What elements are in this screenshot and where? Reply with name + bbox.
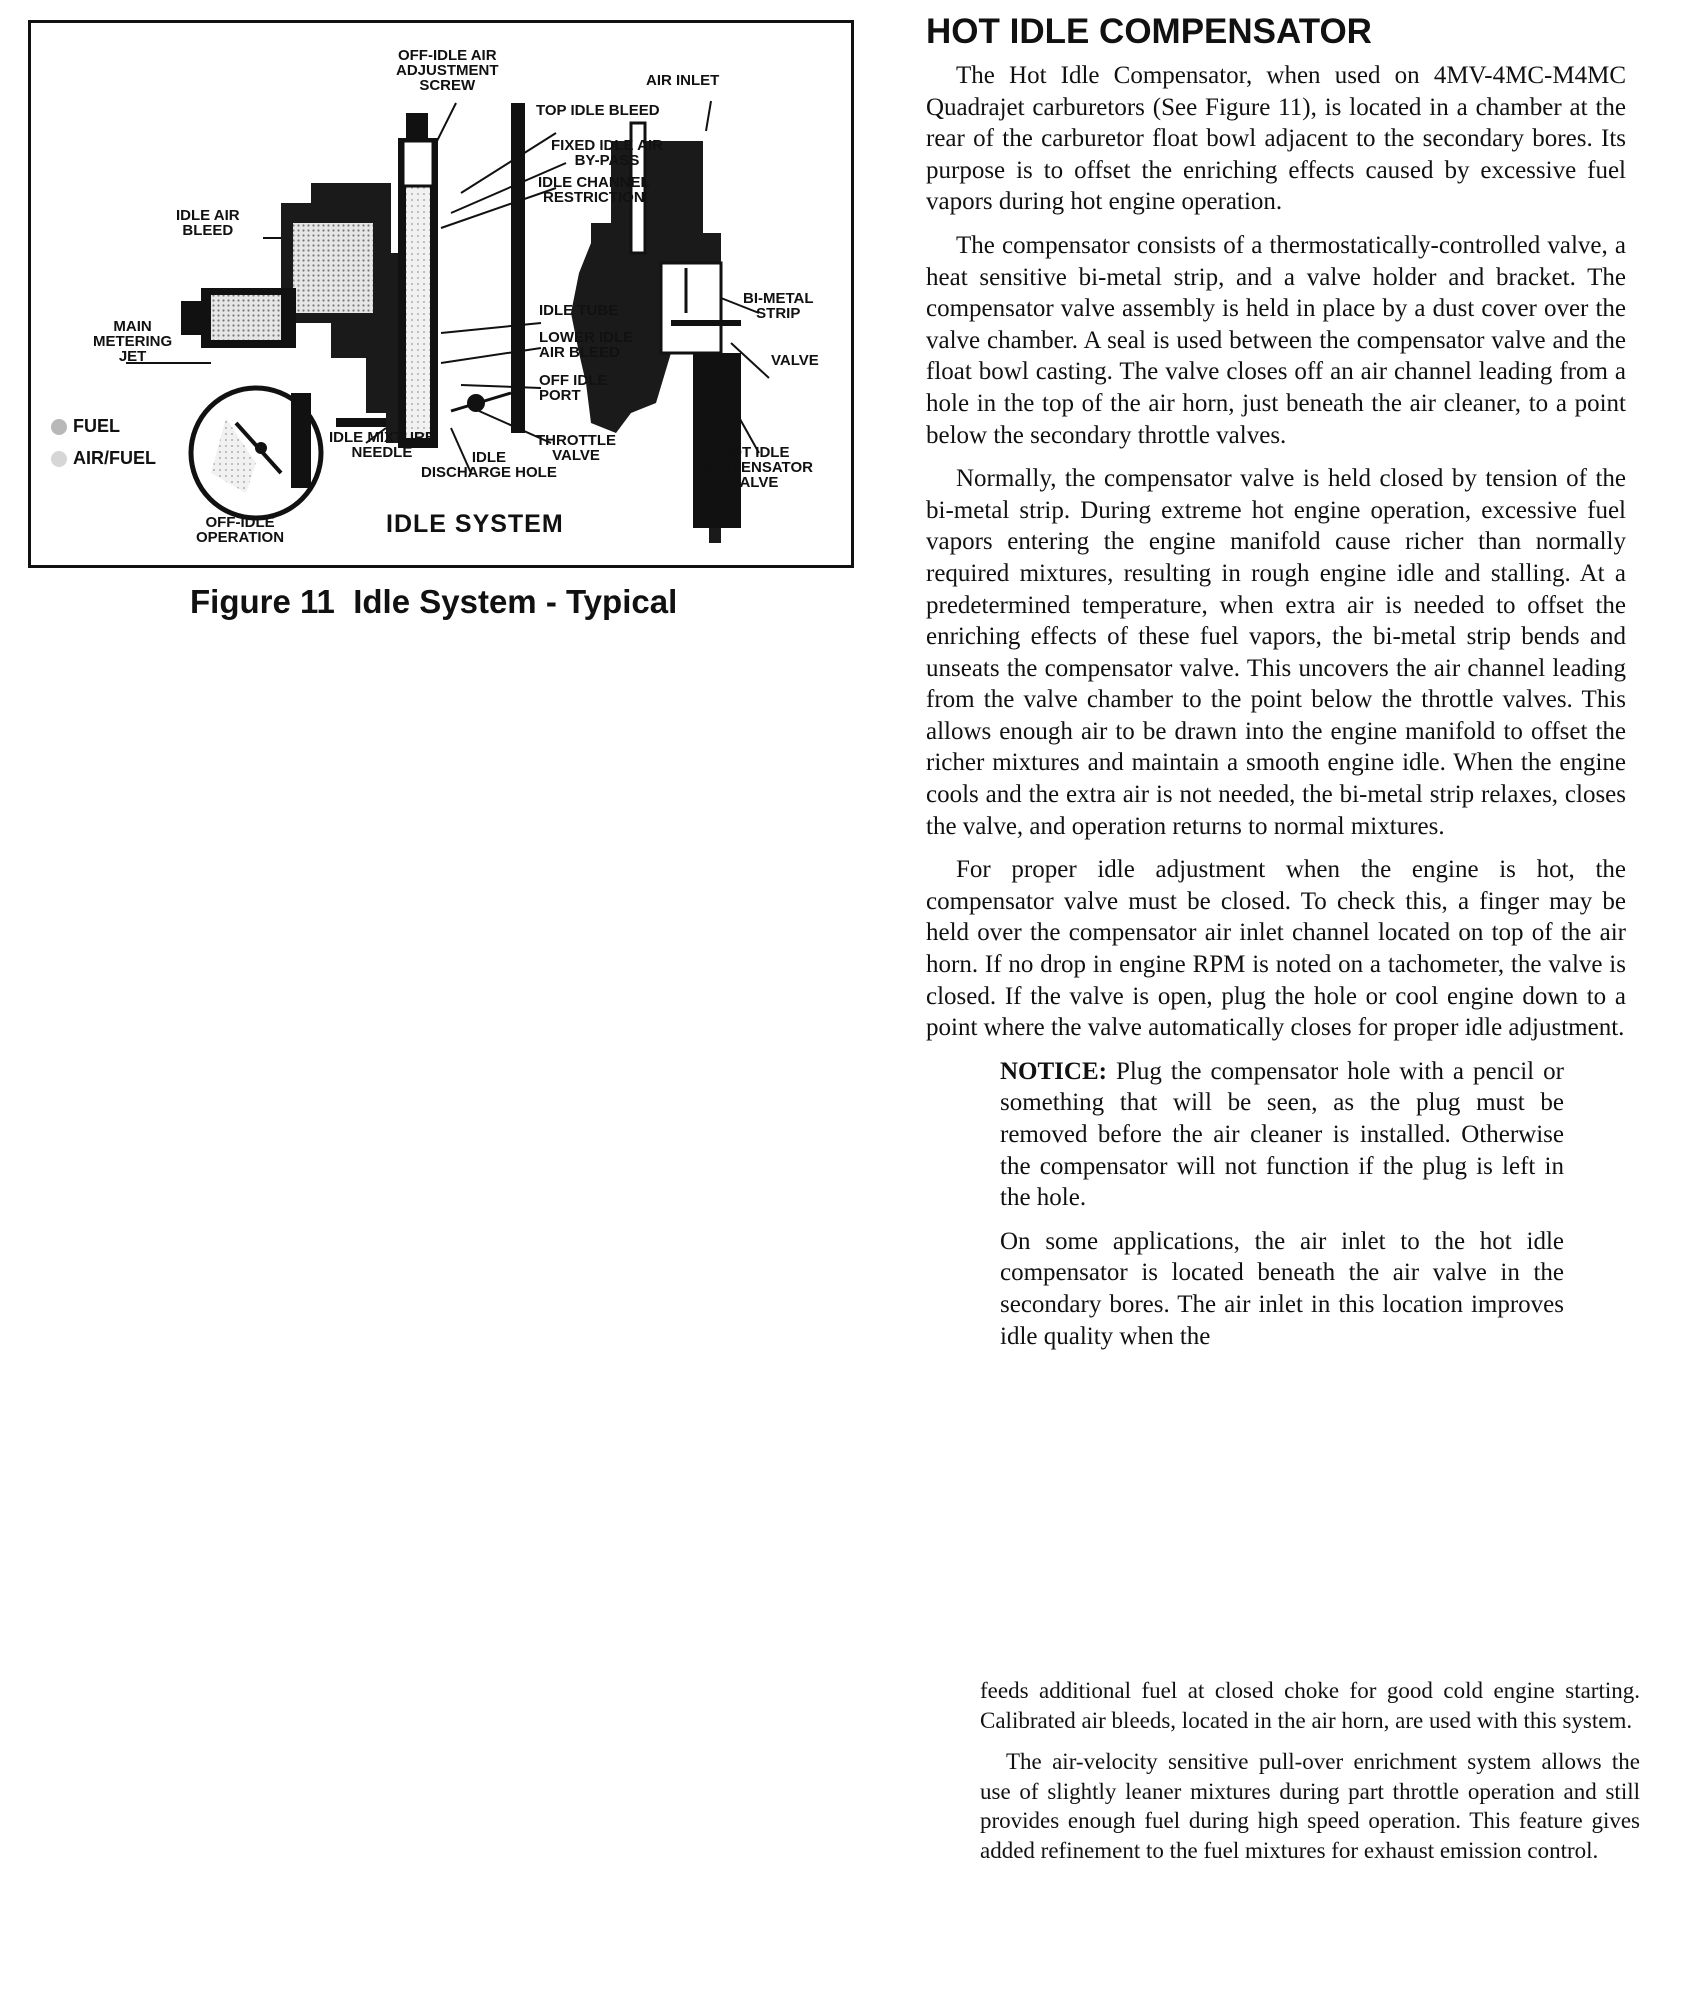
compensator-valve-housing <box>693 353 741 528</box>
idle-tube-mixture <box>406 183 430 438</box>
label-idle-air-bleed: IDLE AIR BLEED <box>176 207 240 239</box>
label-off-idle-air-screw: OFF-IDLE AIR ADJUSTMENT SCREW <box>396 47 499 94</box>
off-idle-inset-pivot <box>255 442 267 454</box>
idle-system-figure <box>28 20 854 568</box>
legend-fuel-label: FUEL <box>73 416 120 436</box>
article-paragraph: The Hot Idle Compensator, when used on 4MV-4MC-M4MC Quadrajet carburetors (See Figure 11), is located in a chamber at the rear of the carburetor float bowl adjacent to the secondary bores. Its purpose is to offset the enriching effects caused by excessive fuel vapors during hot engine operation. <box>926 62 1626 216</box>
throttle-bore-wall <box>511 103 525 433</box>
section-heading: HOT IDLE COMPENSATOR <box>926 12 1372 51</box>
article-paragraph: The compensator consists of a thermostatically-controlled valve, a heat sensitive bi-metal strip, and a valve holder and bracket. The compensator valve assembly is held in place by a dust cover over the valve chamber. A seal is used between the compensator valve and the float bowl casting. The valve closes off an air channel leading from a hole in the top of the air horn, just beneath the air cleaner, to a point below the secondary throttle valves. <box>926 231 1626 449</box>
notice-label: NOTICE: <box>1000 1057 1107 1085</box>
notice-block <box>1000 1056 1564 1352</box>
article-paragraph: Normally, the compensator valve is held closed by tension of the bi-metal strip. During extreme hot engine operation, excessive fuel vapors entering the engine manifold cause richer than normally required mixtures, resulting in rough engine idle and stalling. At a predetermined temperature, when extra air is needed to offset the enriching effects of these fuel vapors, the bi-metal strip bends and unseats the compensator valve. This uncovers the air channel leading from the valve chamber to the point below the throttle valves. This allows enough air to be drawn into the engine manifold to offset the richer mixtures and maintain a smooth engine idle. When the engine cools and the extra air is not needed, the bi-metal strip relaxes, closes the valve, and operation returns to normal mixtures. <box>926 465 1626 840</box>
jet-plug <box>181 301 203 335</box>
legend-air-fuel-label: AIR/FUEL <box>73 448 156 468</box>
idle-tube-top <box>403 141 433 186</box>
fuel-chamber <box>293 223 373 313</box>
label-fixed-idle-air-bypass: FIXED IDLE AIR BY-PASS <box>551 137 663 169</box>
label-hot-idle-compensator-valve: HOT IDLE COMPENSATOR VALVE <box>696 444 813 491</box>
figure-caption: Figure 11 Idle System - Typical <box>190 583 678 620</box>
off-idle-inset-wall <box>291 393 311 488</box>
idle-system-title: IDLE SYSTEM <box>386 510 564 538</box>
bottom-paragraph: feeds additional fuel at closed choke for good cold engine starting. Calibrated air bleeds, located in the air horn, are used with this system. <box>980 1678 1640 1733</box>
notice-followup: On some applications, the air inlet to the hot idle compensator is located beneath the air valve in the secondary bores. The air inlet in this location improves idle quality when the <box>1000 1227 1564 1350</box>
notice-text: Plug the compensator hole with a pencil or something that will be seen, as the plug must be removed before the air cleaner is installed. Otherwise the compensator will not function if the plug is left in the hole. <box>1000 1057 1565 1212</box>
metering-jet-fuel <box>211 295 281 340</box>
fuel-swatch-icon <box>51 419 67 435</box>
label-idle-mixture-needle: IDLE MIXTURE NEEDLE <box>329 429 435 461</box>
bottom-paragraph: The air-velocity sensitive pull-over enrichment system allows the use of slightly leaner mixtures during part throttle operation and still provides enough fuel during high speed operation. This feature gives added refinement to the fuel mixtures for exhaust emission control. <box>980 1749 1640 1863</box>
legend-fuel <box>51 416 120 437</box>
label-bi-metal-strip: BI-METAL STRIP <box>743 290 814 322</box>
label-idle-tube: IDLE TUBE <box>539 302 619 319</box>
label-main-metering-jet: MAIN METERING JET <box>93 318 173 365</box>
article-column <box>926 60 1626 1364</box>
label-air-inlet: AIR INLET <box>646 72 720 89</box>
legend-air-fuel <box>51 448 156 469</box>
bottom-column <box>980 1676 1640 1877</box>
air-fuel-swatch-icon <box>51 451 67 467</box>
label-idle-channel-restriction: IDLE CHANNEL RESTRICTION <box>538 174 650 206</box>
label-off-idle-port: OFF IDLE PORT <box>539 372 608 404</box>
idle-mixture-needle-shape <box>336 418 386 427</box>
label-lower-idle-air-bleed: LOWER IDLE AIR BLEED <box>539 329 634 361</box>
label-top-idle-bleed: TOP IDLE BLEED <box>536 102 660 119</box>
label-valve: VALVE <box>771 352 819 369</box>
article-paragraph: For proper idle adjustment when the engine is hot, the compensator valve must be closed. To check this, a finger may be held over the compensator air inlet channel located on top of the air horn. If no drop in engine RPM is noted on a tachometer, the valve is closed. If the valve is open, plug the hole or cool engine down to a point where the valve automatically closes for proper idle adjustment. <box>926 856 1626 1042</box>
valve-chamber <box>661 263 721 353</box>
label-off-idle-operation: OFF-IDLE OPERATION <box>196 514 285 546</box>
notice-paragraph <box>1000 1056 1564 1214</box>
label-idle-discharge-hole: IDLE DISCHARGE HOLE <box>421 449 557 481</box>
adjustment-screw-head <box>406 113 428 141</box>
label-throttle-valve: THROTTLE VALVE <box>536 432 616 464</box>
